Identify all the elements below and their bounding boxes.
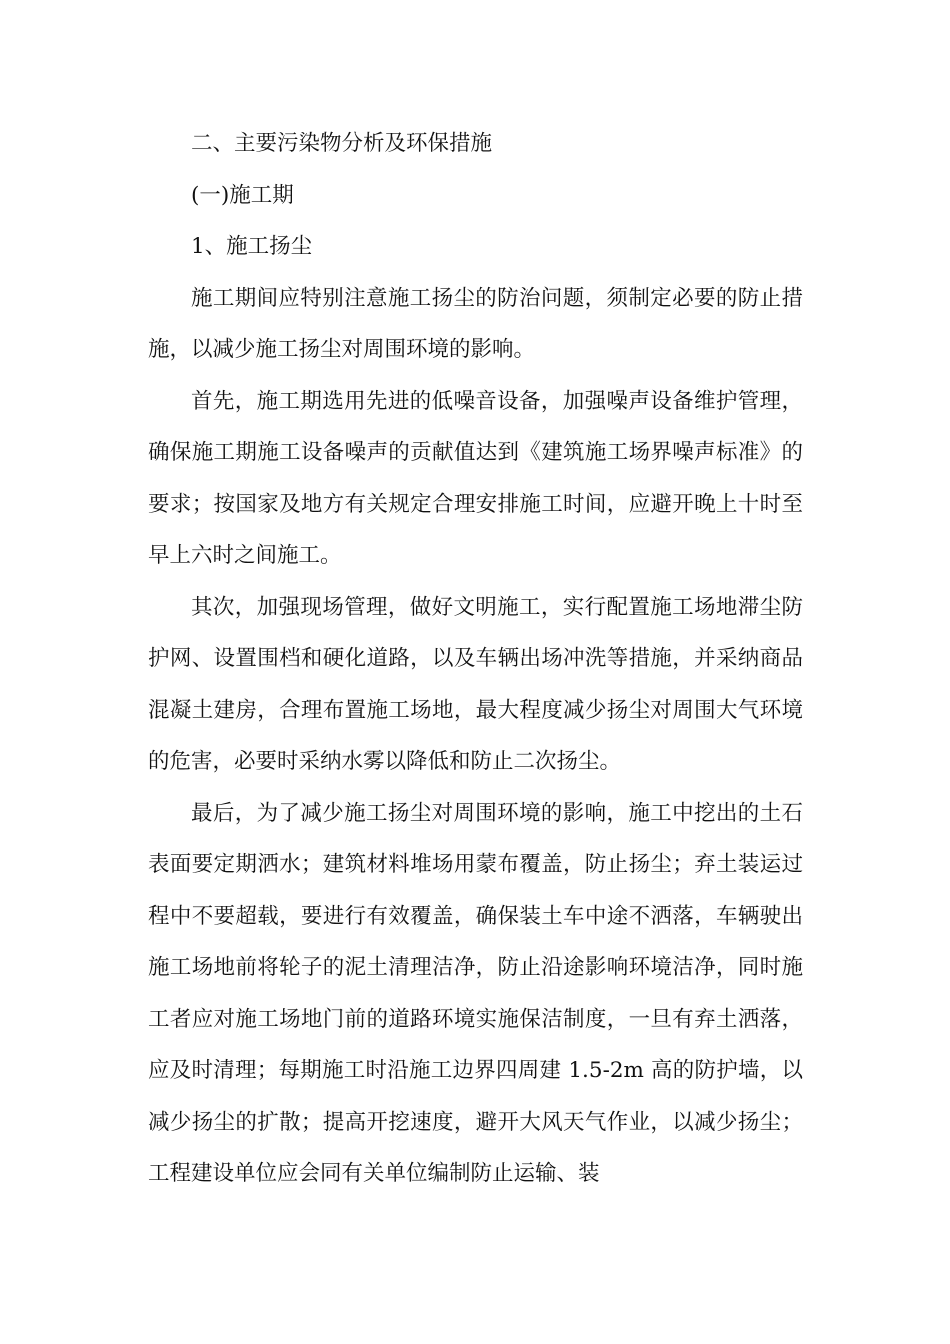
document-body	[148, 118, 803, 1200]
paragraph: 最后，为了减少施工扬尘对周围环境的影响，施工中挖出的土石表面要定期洒水；建筑材料堆场用蒙布覆盖，防止扬尘；弃土装运过程中不要超载，要进行有效覆盖，确保装土车中途不洒落，车辆驶出施工场地前将轮子的泥土清理洁净，防止沿途影响环境洁净，同时施工者应对施工场地门前的道路环境实施保洁制度，一旦有弃土洒落，应及时清理；每期施工时沿施工边界四周建 1.5-2m 高的防护墙，以减少扬尘的扩散；提高开挖速度，避开大风天气作业，以减少扬尘；工程建设单位应会同有关单位编制防止运输、装	[148, 800, 803, 1186]
paragraph: 其次，加强现场管理，做好文明施工，实行配置施工场地滞尘防护网、设置围档和硬化道路，以及车辆出场冲洗等措施，并采纳商品混凝土建房，合理布置施工场地，最大程度减少扬尘对周围大气环境的危害，必要时采纳水雾以降低和防止二次扬尘。	[148, 594, 803, 774]
paragraph: 首先，施工期选用先进的低噪音设备，加强噪声设备维护管理，确保施工期施工设备噪声的贡献值达到《建筑施工场界噪声标准》的要求；按国家及地方有关规定合理安排施工时间，应避开晚上十时至早上六时之间施工。	[148, 388, 803, 568]
paragraph: 施工期间应特别注意施工扬尘的防治问题，须制定必要的防止措施，以减少施工扬尘对周围环境的影响。	[148, 285, 803, 362]
item-heading: 1、施工扬尘	[191, 234, 313, 259]
subsection-heading: (一)施工期	[191, 182, 294, 208]
section-heading: 二、主要污染物分析及环保措施	[191, 131, 493, 156]
